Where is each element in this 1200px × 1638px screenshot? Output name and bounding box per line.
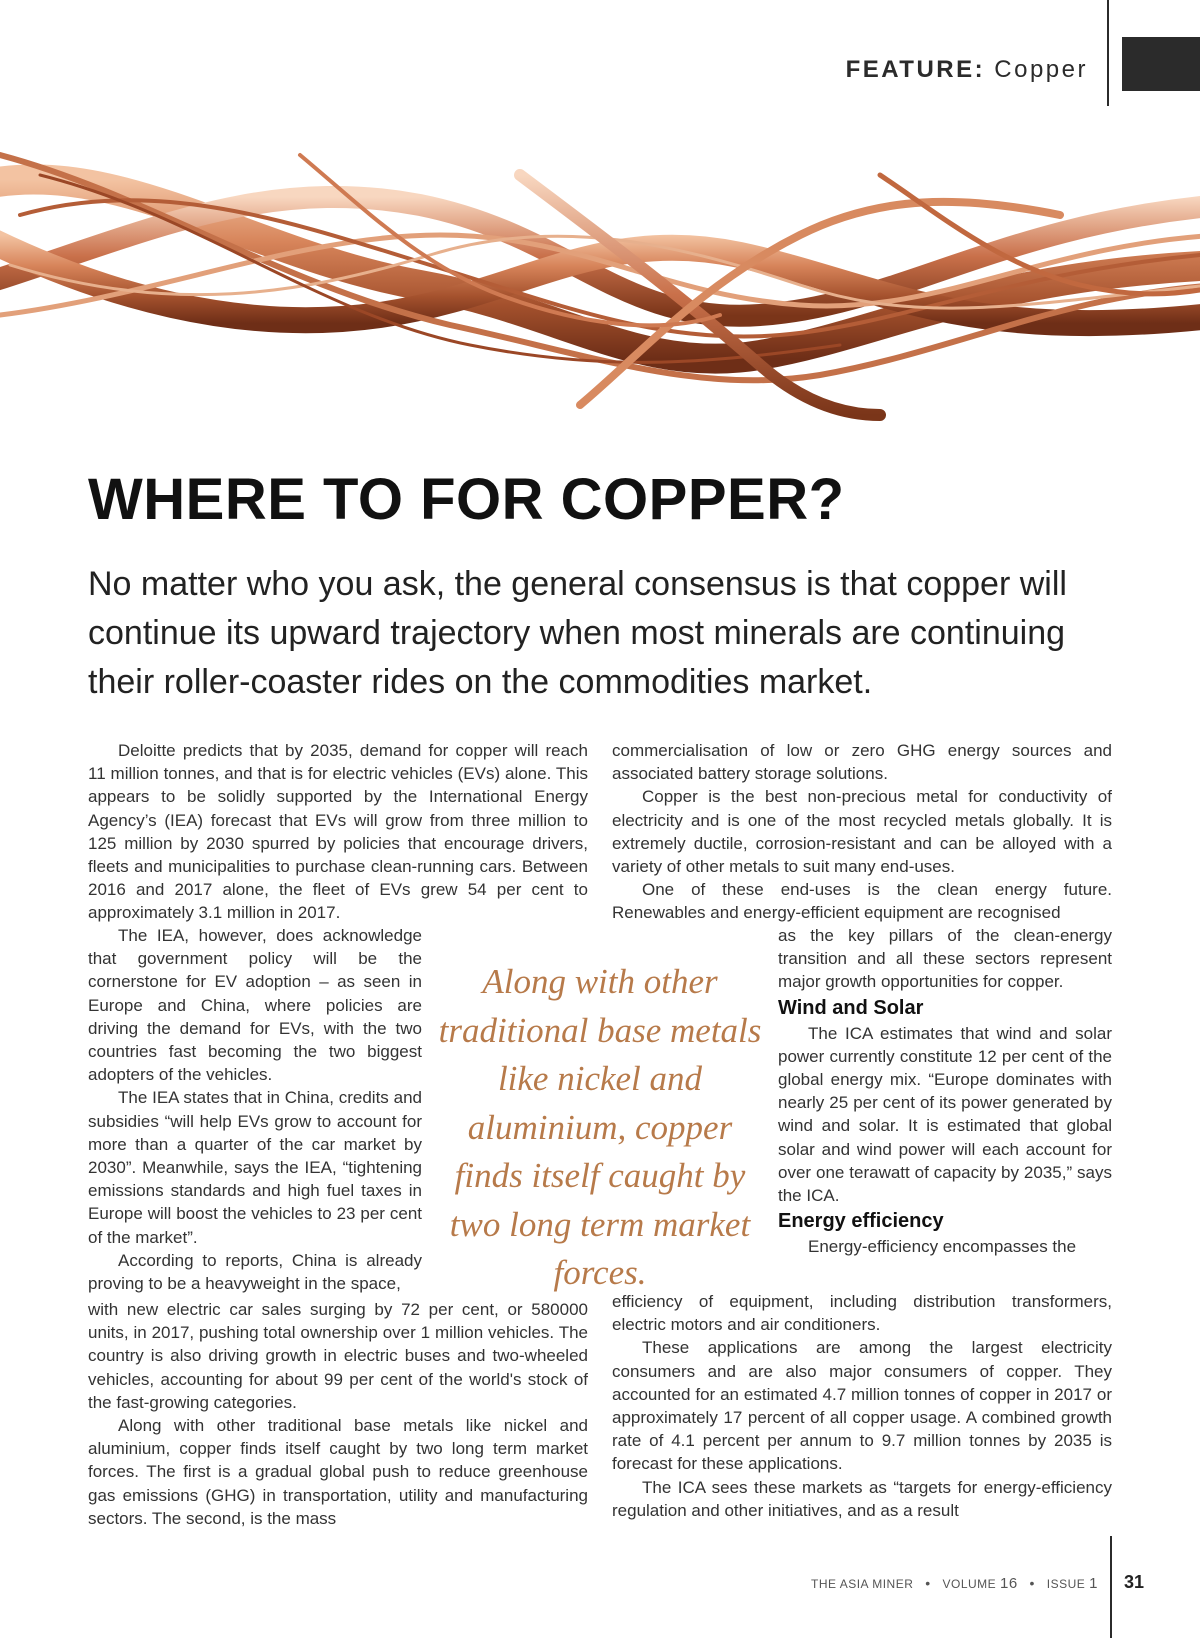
footer-publication-info [811, 1575, 1098, 1592]
article-title: WHERE TO FOR COPPER? [88, 467, 845, 532]
page-number: 31 [1124, 1572, 1145, 1592]
section-label-topic: Copper [994, 56, 1088, 83]
bullet-separator: • [1029, 1575, 1035, 1591]
paragraph: The ICA sees these markets as “targets for energy-efficiency regulation and other initiatives, and as a result [612, 1477, 1112, 1520]
footer-divider [1110, 1536, 1112, 1638]
right-column-bottom [612, 1290, 1112, 1522]
subheading-wind-solar: Wind and Solar [778, 996, 924, 1019]
issue-number: 1 [1089, 1575, 1098, 1592]
paragraph: Deloitte predicts that by 2035, demand for copper will reach 11 million tonnes, and that is for electric vehicles (EVs) alone. This appears to be solidly supported by the International Energy Agency’s (IEA) forecast that EVs will grow from three million to 125 million by 2030 spurred by policies that encourage drivers, fleets and municipalities to purchase clean-running cars. Between 2016 and 2017 alone, the fleet of EVs grew 54 per cent to approximately 3.1 million in 2017. [88, 741, 588, 923]
paragraph: The IEA states that in China, credits and subsidies “will help EVs grow to account for more than a quarter of the car market by 2030”. Meanwhile, says the IEA, “tightening emissions standards and high fuel taxes in Europe will boost the vehicles to 23 per cent of the market”. [88, 1088, 422, 1247]
issue-label: ISSUE [1046, 1577, 1086, 1591]
section-label [846, 56, 1088, 84]
right-column-narrow [778, 924, 1112, 1258]
right-column-top [612, 739, 1112, 925]
bullet-separator: • [925, 1575, 931, 1591]
wire-strands [0, 155, 1200, 415]
left-column-bottom [88, 1298, 588, 1530]
section-label-bold: FEATURE: [845, 56, 986, 83]
paragraph: as the key pillars of the clean-energy transition and all these sectors represent major growth opportunities for copper. [778, 926, 1112, 992]
paragraph: Along with other traditional base metals like nickel and aluminium, copper finds itself caught by two long term market forces. The first is a gradual global push to reduce greenhouse gas emissions (GHG) in transportation, utility and manufacturing sectors. The second, is the mass [88, 1416, 588, 1528]
paragraph: The ICA estimates that wind and solar power currently constitute 12 per cent of the global energy mix. “Europe dominates with nearly 25 per cent of its power generated by wind and solar. It is estimated that global solar and wind power will each account for over one terawatt of capacity by 2035,” says the ICA. [778, 1023, 1112, 1206]
pull-quote: Along with other traditional base metals like nickel and aluminium, copper finds itself caught by two long term market forces. [438, 962, 762, 1292]
header-tab-block [1122, 37, 1200, 91]
article-subtitle: No matter who you ask, the general consensus is that copper will continue its upward trajectory when most minerals are continuing their roller-coaster rides on the commodities market. [88, 565, 1067, 701]
paragraph: These applications are among the largest electricity consumers and are also major consumers of copper. They accounted for an estimated 4.7 million tonnes of copper in 2017 or approximately 17 percent of all copper usage. A combined growth rate of 4.1 percent per annum to 9.7 million tonnes by 2035 is forecast for these applications. [612, 1338, 1112, 1474]
paragraph: commercialisation of low or zero GHG energy sources and associated battery storage solutions. [612, 741, 1112, 784]
volume-label: VOLUME [942, 1577, 997, 1591]
paragraph: with new electric car sales surging by 72 per cent, or 580000 units, in 2017, pushing total ownership over 1 million vehicles. The country is also driving growth in electric buses and two-wheeled vehicles, accounting for about 99 per cent of the world's stock of the fast-growing categories. [88, 1300, 588, 1412]
paragraph: One of these end-uses is the clean energy future. Renewables and energy-efficient equipment are recognised [612, 880, 1112, 923]
subheading-energy-efficiency: Energy efficiency [778, 1210, 944, 1233]
paragraph: Copper is the best non-precious metal for conductivity of electricity and is one of the most recycled metals globally. It is extremely ductile, corrosion-resistant and can be alloyed with a variety of other metals to suit many end-uses. [612, 787, 1112, 877]
paragraph: Energy-efficiency encompasses the [808, 1237, 1077, 1257]
paragraph: efficiency of equipment, including distribution transformers, electric motors and air conditioners. [612, 1292, 1112, 1335]
left-column-narrow [88, 924, 422, 1295]
left-column-top [88, 739, 588, 925]
paragraph: The IEA, however, does acknowledge that government policy will be the cornerstone for EV adoption – as seen in Europe and China, where policies are driving the demand for EVs, with the two countries fast becoming the two biggest adopters of the vehicles. [88, 926, 422, 1085]
copper-wire-image [0, 115, 1200, 445]
volume-number: 16 [1000, 1575, 1018, 1592]
publication-name: THE ASIA MINER [811, 1577, 914, 1591]
header-divider [1107, 0, 1109, 106]
paragraph: According to reports, China is already proving to be a heavyweight in the space, [88, 1250, 422, 1294]
